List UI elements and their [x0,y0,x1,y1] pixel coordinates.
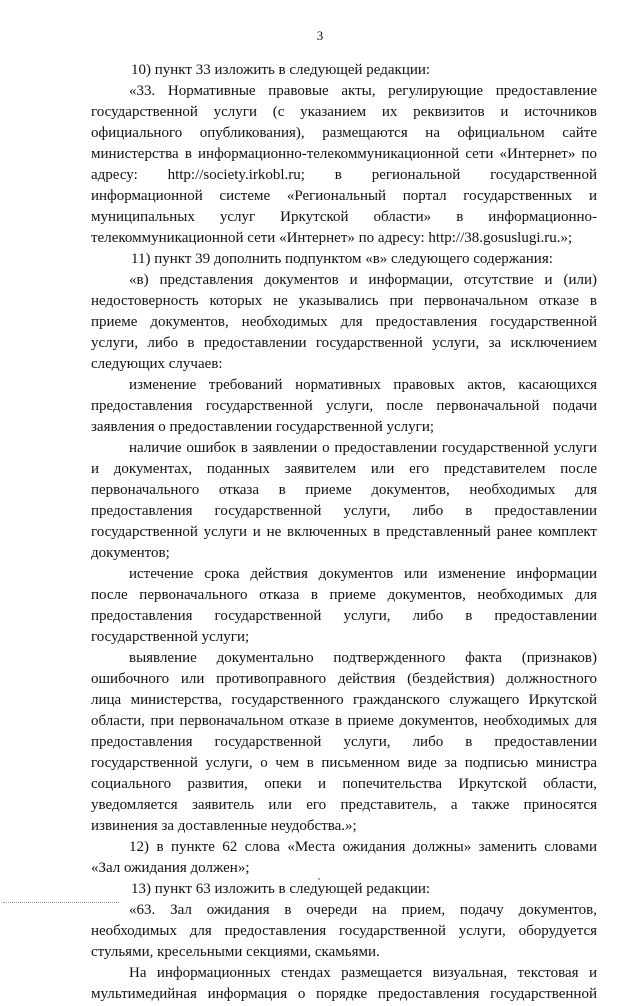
text-line: после первоначального отказа в приеме документов, необходимых для [91,587,597,603]
text-line: необходимых для предоставления государственной услуги, оборудуется [91,923,597,939]
page-number: 3 [316,28,324,43]
text-line: выявление документально подтвержденного факта (признаков) [129,650,597,666]
text-line: уведомляется заявитель или его представитель, а также приносятся [91,797,597,813]
text-line: 13) пункт 63 изложить в следующей редакции: [131,881,431,897]
text-line: предоставления государственной услуги, либо в предоставлении [91,608,597,624]
text-line: извинения за доставленные неудобства.»; [91,818,357,834]
text-line: предоставления государственной услуги, либо в предоставлении [91,503,597,519]
text-line: официального опубликования), размещаются на официальном сайте [91,125,597,141]
text-line: предоставления государственной услуги, либо в предоставлении [91,734,597,750]
text-line: области, при первоначальном отказе в приеме документов, необходимых для [91,713,597,729]
text-line: мультимедийная информация о порядке предоставления государственной [91,986,597,1002]
text-line: стульями, кресельными секциями, скамьями. [91,944,380,960]
text-line: адресу: http://society.irkobl.ru; в региональной государственной [91,167,597,183]
text-line: социального развития, опеки и попечительства Иркутской области, [91,776,597,792]
text-line: 10) пункт 33 изложить в следующей редакции: [131,62,431,78]
scan-edge-line [3,902,119,903]
text-line: «Зал ожидания должен»; [91,860,250,876]
text-line: недостоверность которых не указывались при первоначальном отказе в [91,293,597,309]
text-line: «в) представления документов и информации, отсутствие и (или) [129,272,597,288]
text-line: и документах, поданных заявителем или его представителем после [91,461,597,477]
text-line: государственной услуги; [91,629,250,645]
text-line: государственной услуги и не включенных в представленный ранее комплект [91,524,597,540]
text-line: «63. Зал ожидания в очереди на прием, подачу документов, [129,902,597,918]
text-line: информационной системе «Региональный портал государственных и [91,188,597,204]
text-line: заявления о предоставлении государственной услуги; [91,419,435,435]
text-line: истечение срока действия документов или изменение информации [129,566,597,582]
text-line: предоставления государственной услуги, после первоначальной подачи [91,398,597,414]
text-line: На информационных стендах размещается визуальная, текстовая и [129,965,597,981]
scan-dot [318,878,320,880]
text-line: ошибочного или противоправного действия (бездействия) должностного [91,671,597,687]
text-line: лица министерства, государственного гражданского служащего Иркутской [91,692,597,708]
text-line: муниципальных услуг Иркутской области» в информационно- [91,209,597,225]
text-line: первоначального отказа в приеме документов, необходимых для [91,482,597,498]
text-line: следующих случаев: [91,356,223,372]
text-line: приеме документов, необходимых для предоставления государственной [91,314,597,330]
text-line: изменение требований нормативных правовых актов, касающихся [129,377,597,393]
text-line: 11) пункт 39 дополнить подпунктом «в» следующего содержания: [131,251,553,267]
text-line: государственной услуги (с указанием их реквизитов и источников [91,104,597,120]
text-line: телекоммуникационной сети «Интернет» по адресу: http://38.gosuslugi.ru.»; [91,230,573,246]
text-line: «33. Нормативные правовые акты, регулирующие предоставление [129,83,597,99]
text-line: услуги, либо в предоставлении государственной услуги, за исключением [91,335,597,351]
text-line: министерства в информационно-телекоммуникационной сети «Интернет» по [91,146,597,162]
text-line: наличие ошибок в заявлении о предоставлении государственной услуги [129,440,597,456]
document-body [91,61,597,1006]
text-line: 12) в пункте 62 слова «Места ожидания должны» заменить словами [129,839,597,855]
text-line: государственной услуги, о чем в письменном виде за подписью министра [91,755,597,771]
text-line: документов; [91,545,170,561]
